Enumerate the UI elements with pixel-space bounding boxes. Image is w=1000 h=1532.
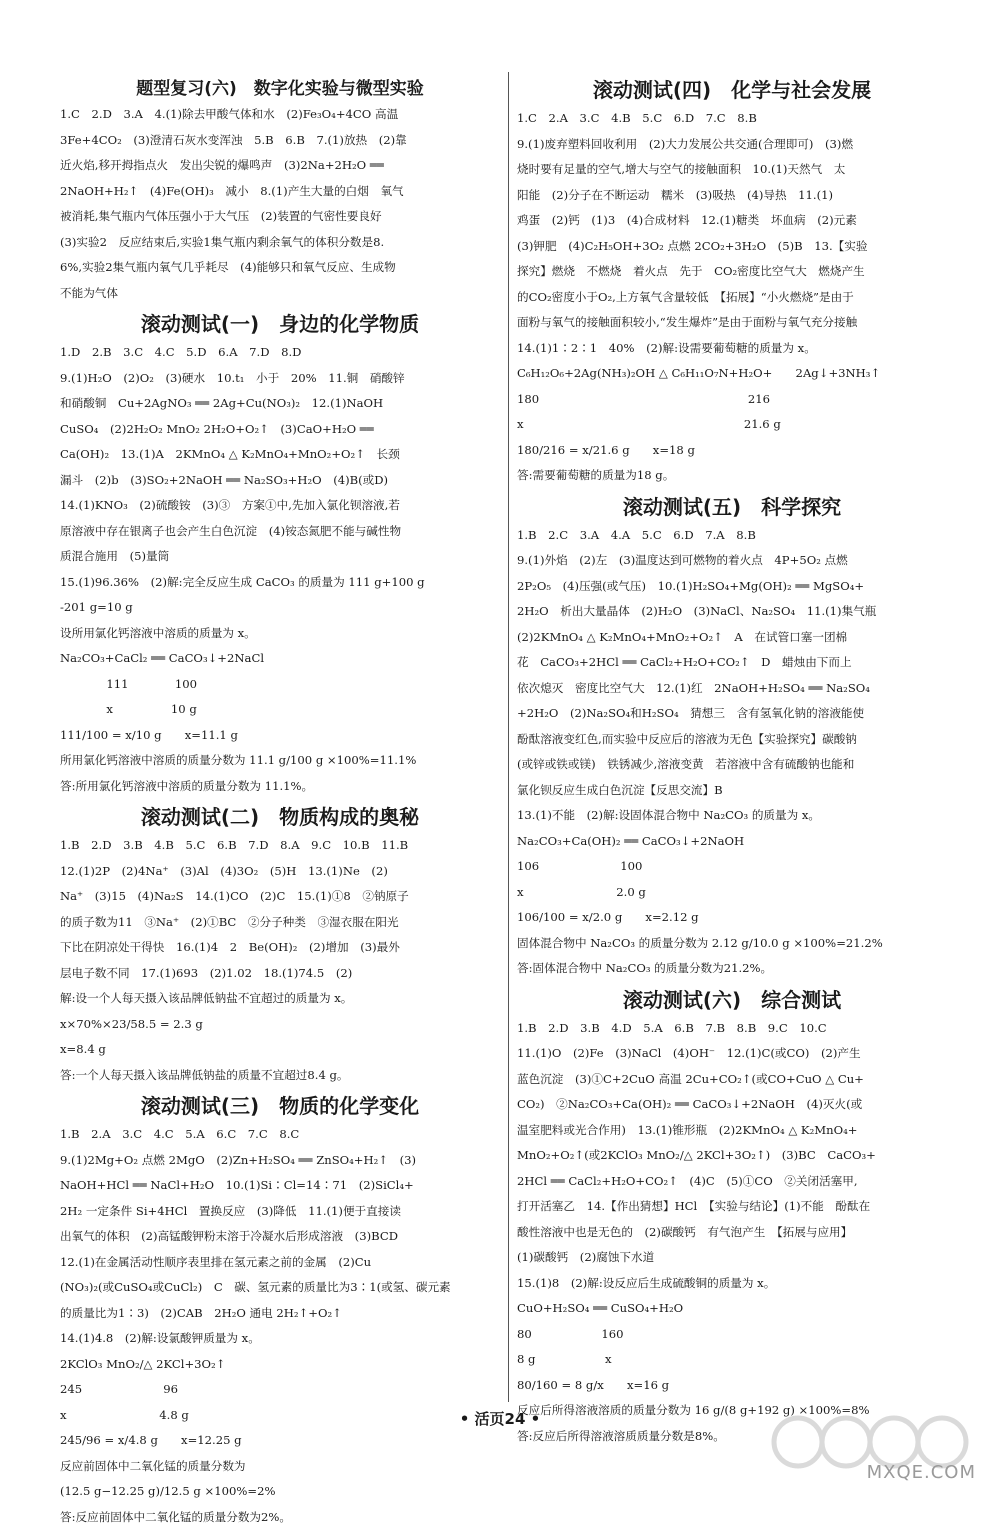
section-title: 滚动测试(一) 身边的化学物质	[140, 312, 420, 336]
answer-line: x 21.6 g	[517, 417, 781, 431]
answer-line: 180/216 = x/21.6 g x=18 g	[517, 442, 695, 457]
answer-line: 80 160	[517, 1326, 624, 1341]
section-test-2	[60, 801, 500, 1088]
answer-line: 阳能 (2)分子在不断运动 糯米 (3)吸热 (4)导热 11.(1)	[517, 187, 834, 202]
answer-line: 层电子数不同 17.(1)693 (2)1.02 18.(1)74.5 (2)	[60, 965, 353, 980]
answer-line: (3)钾肥 (4)C₂H₅OH+3O₂ 点燃 2CO₂+3H₂O (5)B 13.【实验	[517, 238, 868, 253]
answer-line: 15.(1)8 (2)解:设反应后生成硫酸铜的质量为 x。	[517, 1275, 776, 1290]
answer-line: CuSO₄ (2)2H₂O₂ MnO₂ 2H₂O+O₂↑ (3)CaO+H₂O ══	[60, 421, 374, 436]
answer-line: 设所用氯化钙溶液中溶质的质量为 x。	[60, 625, 256, 640]
answer-line: (1)碳酸钙 (2)腐蚀下水道	[517, 1250, 655, 1264]
answer-line: -201 g=10 g	[60, 600, 133, 614]
answer-line: x 2.0 g	[517, 884, 646, 899]
answer-line: 花 CaCO₃+2HCl ══ CaCl₂+H₂O+CO₂↑ D 蜡烛由下而上	[517, 655, 852, 669]
section-test-1	[60, 308, 500, 799]
answer-line: x×70%×23/58.5 = 2.3 g	[60, 1016, 203, 1031]
answer-line: 解:设一个人每天摄入该品牌低钠盐不宜超过的质量为 x。	[60, 991, 353, 1005]
answer-line: 氯化钡反应生成白色沉淀【反思交流】B	[517, 782, 723, 797]
answer-line: 2P₂O₅ (4)压强(或气压) 10.(1)H₂SO₄+Mg(OH)₂ ══ MgSO₄+	[517, 578, 865, 593]
answer-line: 12.(1)在金属活动性顺序表里排在氢元素之前的金属 (2)Cu	[60, 1254, 372, 1269]
section-test-5	[517, 491, 947, 982]
answer-line: 蓝色沉淀 (3)①C+2CuO 高温 2Cu+CO₂↑(或CO+CuO △ Cu+	[517, 1071, 864, 1086]
section-title: 滚动测试(五) 科学探究	[622, 494, 842, 519]
answer-line: 111/100 = x/10 g x=11.1 g	[60, 727, 238, 742]
answer-line: 的CO₂密度小于O₂,上方氧气含量较低 【拓展】“小火燃烧”是由于	[517, 289, 854, 304]
answer-line: (或锌或铁或镁) 铁锈减少,溶液变黄 若溶液中含有硫酸钠也能和	[517, 757, 855, 771]
answer-line: 12.(1)2P (2)4Na⁺ (3)Al (4)3O₂ (5)H 13.(1)Ne (2)	[60, 863, 388, 878]
answer-line: 温室肥料或光合作用) 13.(1)锥形瓶 (2)2KMnO₄ △ K₂MnO₄+	[517, 1122, 858, 1137]
answer-line: 3Fe+4CO₂ (3)澄清石灰水变浑浊 5.B 6.B 7.(1)放热 (2)靠	[60, 132, 407, 147]
answer-line: 答:固体混合物中 Na₂CO₃ 的质量分数为21.2%。	[517, 961, 773, 975]
answer-line: 1.B 2.C 3.A 4.A 5.C 6.D 7.A 8.B	[517, 527, 756, 542]
answer-line: 14.(1)4.8 (2)解:设氯酸钾质量为 x。	[60, 1331, 260, 1345]
answer-line: 1.C 2.D 3.A 4.(1)除去甲酸气体和水 (2)Fe₃O₄+4CO 高温	[60, 107, 399, 121]
answer-line: 烧时要有足量的空气,增大与空气的接触面积 10.(1)天然气 太	[517, 162, 846, 176]
answer-line: 质混合施用 (5)量筒	[60, 549, 170, 563]
answer-line: 13.(1)不能 (2)解:设固体混合物中 Na₂CO₃ 的质量为 x。	[517, 808, 821, 822]
answer-line: 答:一个人每天摄入该品牌低钠盐的质量不宜超过8.4 g。	[60, 1067, 349, 1082]
answer-line: 鸡蛋 (2)钙 (1)3 (4)合成材料 12.(1)糖类 坏血病 (2)元素	[517, 213, 857, 227]
answer-line: Na⁺ (3)15 (4)Na₂S 14.(1)CO (2)C 15.(1)①8 ②钠原子	[60, 889, 409, 903]
answer-line: 180 216	[517, 391, 770, 406]
answer-line: Na₂CO₃+CaCl₂ ══ CaCO₃↓+2NaCl	[60, 651, 265, 665]
section-title: 滚动测试(二) 物质构成的奥秘	[140, 805, 420, 829]
answer-line: 的质子数为11 ③Na⁺ (2)①BC ②分子种类 ③湿衣服在阳光	[60, 914, 399, 929]
answer-line: 下比在阴凉处干得快 16.(1)4 2 Be(OH)₂ (2)增加 (3)最外	[60, 940, 400, 954]
section-title: 滚动测试(六) 综合测试	[622, 987, 842, 1012]
answer-line: 依次熄灭 密度比空气大 12.(1)红 2NaOH+H₂SO₄ ══ Na₂SO₄	[517, 680, 870, 695]
answer-line: 11.(1)O (2)Fe (3)NaCl (4)OH⁻ 12.(1)C(或CO) (2)产生	[517, 1046, 861, 1060]
right-column	[517, 72, 947, 1451]
section-test-3	[60, 1090, 500, 1530]
answer-line: x=8.4 g	[60, 1042, 106, 1056]
watermark-text: MXQE.COM	[866, 1462, 976, 1483]
answer-line: 不能为气体	[60, 285, 118, 300]
answer-line: CuO+H₂SO₄ ══ CuSO₄+H₂O	[517, 1301, 684, 1315]
answer-line: 反应前固体中二氧化锰的质量分数为	[60, 1458, 246, 1473]
answer-line: (NO₃)₂(或CuSO₄或CuCl₂) C 碳、氢元素的质量比为3∶1(或氢、碳元素	[60, 1280, 451, 1294]
answer-line: MnO₂+O₂↑(或2KClO₃ MnO₂/△ 2KCl+3O₂↑) (3)BC CaCO₃+	[517, 1148, 876, 1162]
answer-line: 245 96	[60, 1382, 179, 1396]
answer-line: 80/160 = 8 g/x x=16 g	[517, 1377, 670, 1392]
answer-line: 酸性溶液中也是无色的 (2)碳酸钙 有气泡产生 【拓展与应用】	[517, 1224, 853, 1239]
answer-line: 所用氯化钙溶液中溶质的质量分数为 11.1 g/100 g ×100%=11.1%	[60, 753, 417, 767]
answer-line: 111 100	[60, 676, 198, 691]
answer-line: 面粉与氧气的接触面积较小,“发生爆炸”是由于面粉与氧气充分接触	[517, 315, 858, 329]
left-column	[60, 72, 500, 1532]
answer-line: 9.(1)外焰 (2)左 (3)温度达到可燃物的着火点 4P+5O₂ 点燃	[517, 553, 848, 567]
answer-line: x 10 g	[60, 702, 197, 716]
page-number: • 活页24 •	[459, 1410, 541, 1428]
answer-line: 1.D 2.B 3.C 4.C 5.D 6.A 7.D 8.D	[60, 345, 302, 359]
answer-line: 反应后所得溶液溶质的质量分数为 16 g/(8 g+192 g) ×100%=8%	[517, 1403, 870, 1417]
section-test-6	[517, 984, 947, 1450]
answer-line: 245/96 = x/4.8 g x=12.25 g	[60, 1433, 242, 1447]
answer-line: 打开活塞乙 14.【作出猜想】HCl 【实验与结论】(1)不能 酚酞在	[517, 1199, 871, 1213]
answer-line: 1.B 2.A 3.C 4.C 5.A 6.C 7.C 8.C	[60, 1127, 300, 1141]
answer-line: (2)2KMnO₄ △ K₂MnO₄+MnO₂+O₂↑ A 在试管口塞一团棉	[517, 629, 848, 644]
answer-line: x 4.8 g	[60, 1407, 189, 1422]
answer-line: Ca(OH)₂ 13.(1)A 2KMnO₄ △ K₂MnO₄+MnO₂+O₂↑ 长颈	[60, 447, 400, 461]
answer-line: 9.(1)H₂O (2)O₂ (3)硬水 10.t₁ 小于 20% 11.铜 硝酸锌	[60, 370, 405, 385]
answer-line: 2H₂ 一定条件 Si+4HCl 置换反应 (3)降低 11.(1)便于直接读	[60, 1203, 401, 1218]
answer-line: 9.(1)废弃塑料回收利用 (2)大力发展公共交通(合理即可) (3)燃	[517, 136, 854, 151]
answer-line: (12.5 g−12.25 g)/12.5 g ×100%=2%	[60, 1484, 276, 1498]
answer-line: 酚酞溶液变红色,而实验中反应后的溶液为无色【实验探究】碳酸钠	[517, 731, 857, 746]
answer-line: 固体混合物中 Na₂CO₃ 的质量分数为 2.12 g/10.0 g ×100%=21.2%	[517, 935, 883, 950]
answer-line: 探究】燃烧 不燃烧 着火点 先于 CO₂密度比空气大 燃烧产生	[517, 264, 865, 278]
answer-line: 近火焰,移开拇指点火 发出尖锐的爆鸣声 (3)2Na+2H₂O ══	[60, 158, 384, 172]
answer-line: 106 100	[517, 859, 643, 873]
answer-line: Na₂CO₃+Ca(OH)₂ ══ CaCO₃↓+2NaOH	[517, 833, 745, 848]
section-title: 题型复习(六) 数字化实验与微型实验	[136, 79, 424, 99]
section-test-4	[517, 74, 947, 489]
answer-line: 的质量比为1∶3) (2)CAB 2H₂O 通电 2H₂↑+O₂↑	[60, 1305, 342, 1320]
answer-line: 出氧气的体积 (2)高锰酸钾粉末溶于冷凝水后形成溶液 (3)BCD	[60, 1229, 398, 1243]
answer-line: NaOH+HCl ══ NaCl+H₂O 10.(1)Si∶Cl=14∶71 (2)SiCl₄+	[60, 1178, 414, 1192]
answer-line: 14.(1)1∶2∶1 40% (2)解:设需要葡萄糖的质量为 x。	[517, 340, 816, 355]
answer-line: 1.C 2.A 3.C 4.B 5.C 6.D 7.C 8.B	[517, 111, 757, 125]
answer-line: 1.B 2.D 3.B 4.D 5.A 6.B 7.B 8.B 9.C 10.C	[517, 1020, 827, 1035]
answer-line: 答:反应后所得溶液溶质质量分数是8%。	[517, 1428, 725, 1443]
answer-line: 9.(1)2Mg+O₂ 点燃 2MgO (2)Zn+H₂SO₄ ══ ZnSO₄+H₂↑ (3)	[60, 1152, 417, 1167]
answer-line: 答:所用氯化钙溶液中溶质的质量分数为 11.1%。	[60, 778, 314, 793]
answer-line: 原溶液中存在银离子也会产生白色沉淀 (4)铵态氮肥不能与碱性物	[60, 523, 402, 538]
column-divider	[508, 72, 509, 1402]
answer-line: 2NaOH+H₂↑ (4)Fe(OH)₃ 减小 8.(1)产生大量的白烟 氧气	[60, 183, 404, 198]
answer-line: C₆H₁₂O₆+2Ag(NH₃)₂OH △ C₆H₁₁O₇N+H₂O+ 2Ag↓+3NH₃↑	[517, 366, 881, 380]
answer-line: 2HCl ══ CaCl₂+H₂O+CO₂↑ (4)C (5)①CO ②关闭活塞甲,	[517, 1173, 858, 1188]
answer-line: 1.B 2.D 3.B 4.B 5.C 6.B 7.D 8.A 9.C 10.B 11.B	[60, 838, 409, 852]
section-review-6	[60, 74, 500, 306]
answer-line: 被消耗,集气瓶内气体压强小于大气压 (2)装置的气密性要良好	[60, 209, 382, 223]
answer-line: 15.(1)96.36% (2)解:完全反应生成 CaCO₃ 的质量为 111 g+100 g	[60, 574, 425, 589]
answer-line: 漏斗 (2)b (3)SO₂+2NaOH ══ Na₂SO₃+H₂O (4)B(或D)	[60, 472, 389, 487]
answer-line: 8 g x	[517, 1352, 612, 1366]
answer-line: 答:反应前固体中二氧化锰的质量分数为2%。	[60, 1509, 291, 1524]
answer-line: 106/100 = x/2.0 g x=2.12 g	[517, 910, 699, 924]
answer-line: 2KClO₃ MnO₂/△ 2KCl+3O₂↑	[60, 1356, 226, 1371]
answer-line: 6%,实验2集气瓶内氧气几乎耗尽 (4)能够只和氧气反应、生成物	[60, 260, 396, 274]
answer-line: 答:需要葡萄糖的质量为18 g。	[517, 468, 675, 482]
section-title: 滚动测试(四) 化学与社会发展	[592, 78, 872, 102]
answer-line: +2H₂O (2)Na₂SO₄和H₂SO₄ 猜想三 含有氢氧化钠的溶液能使	[517, 706, 865, 720]
answer-line: (3)实验2 反应结束后,实验1集气瓶内剩余氧气的体积分数是8.	[60, 234, 385, 249]
answer-line: CO₂) ②Na₂CO₃+Ca(OH)₂ ══ CaCO₃↓+2NaOH (4)灭火(或	[517, 1097, 863, 1111]
answer-line: 2H₂O 析出大量晶体 (2)H₂O (3)NaCl、Na₂SO₄ 11.(1)集气瓶	[517, 604, 877, 618]
section-title: 滚动测试(三) 物质的化学变化	[140, 1094, 420, 1118]
answer-line: 和硝酸铜 Cu+2AgNO₃ ══ 2Ag+Cu(NO₃)₂ 12.(1)NaOH	[60, 396, 384, 410]
answer-line: 14.(1)KNO₃ (2)硫酸铵 (3)③ 方案①中,先加入氯化钡溶液,若	[60, 498, 400, 512]
